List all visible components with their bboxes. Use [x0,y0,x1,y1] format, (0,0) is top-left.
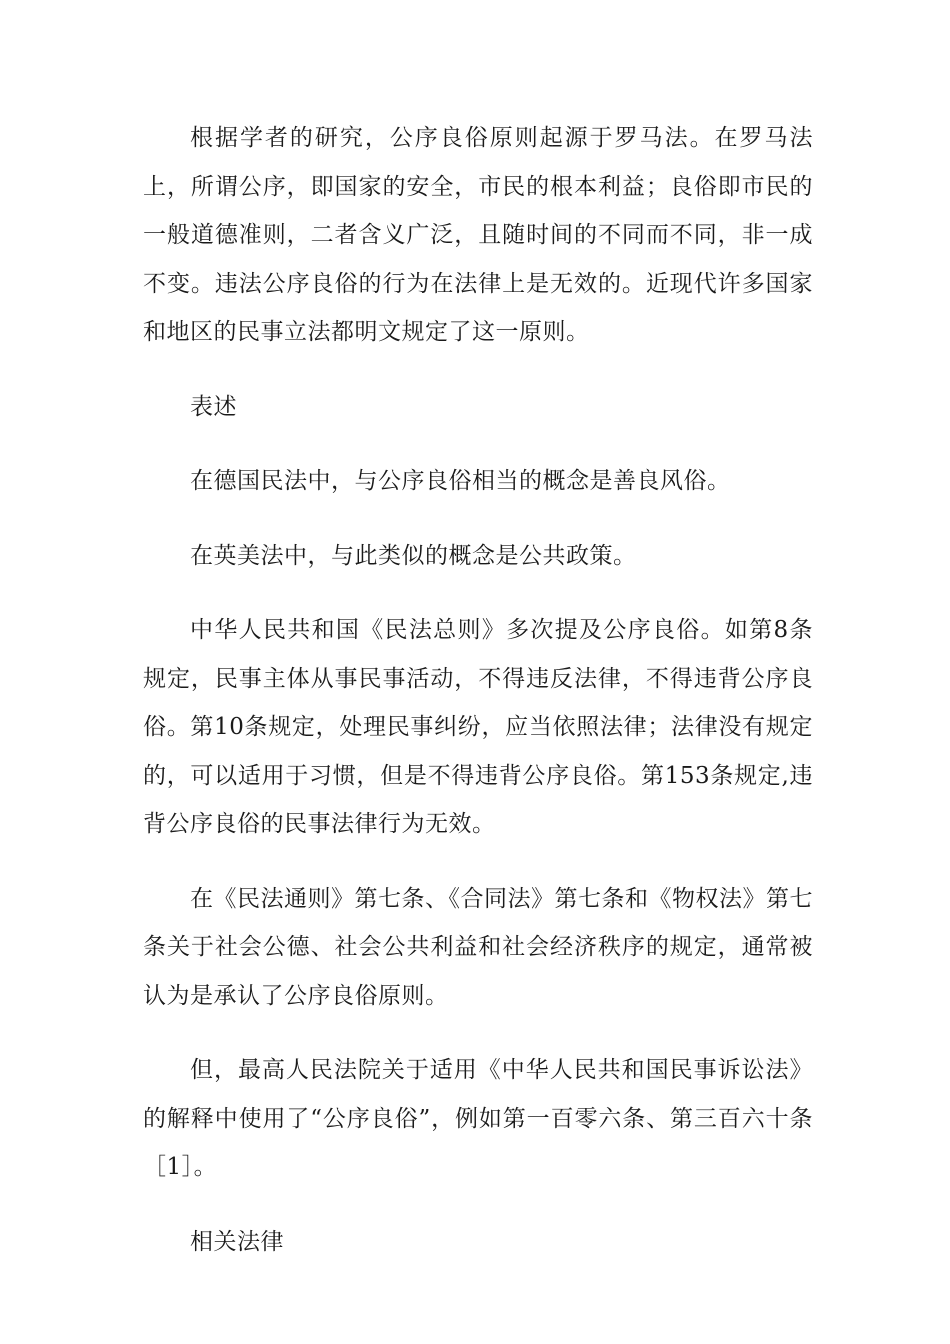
paragraph-origin: 根据学者的研究，公序良俗原则起源于罗马法。在罗马法上，所谓公序，即国家的安全，市民的根本利益；良俗即市民的一般道德准则，二者含义广泛，且随时间的不同而不同，非一成不变。违法公序良俗的行为在法律上是无效的。近现代许多国家和地区的民事立法都明文规定了这一原则。 [143,125,813,345]
document-body [143,114,813,1292]
paragraph-general-principles: 在《民法通则》第七条、《合同法》第七条和《物权法》第七条关于社会公德、社会公共利益和社会经济秩序的规定，通常被认为是承认了公序良俗原则。 [143,885,813,1009]
section-heading-related-law: 相关法律 [190,1228,284,1255]
paragraph-civil-code: 中华人民共和国《民法总则》多次提及公序良俗。如第8条规定，民事主体从事民事活动，不得违反法律，不得违背公序良俗。第10条规定，处理民事纠纷，应当依照法律；法律没有规定的，可以适用于习惯，但是不得违背公序良俗。第153条规定,违背公序良俗的民事法律行为无效。 [143,617,813,837]
paragraph-common-law: 在英美法中，与此类似的概念是公共政策。 [190,542,637,569]
paragraph-germany: 在德国民法中，与公序良俗相当的概念是善良风俗。 [190,468,731,494]
paragraph-supreme-court: 但，最高人民法院关于适用《中华人民共和国民事诉讼法》的解释中使用了“公序良俗”，例如第一百零六条、第三百六十条［1］。 [143,1057,813,1180]
section-heading-expression: 表述 [190,393,237,420]
